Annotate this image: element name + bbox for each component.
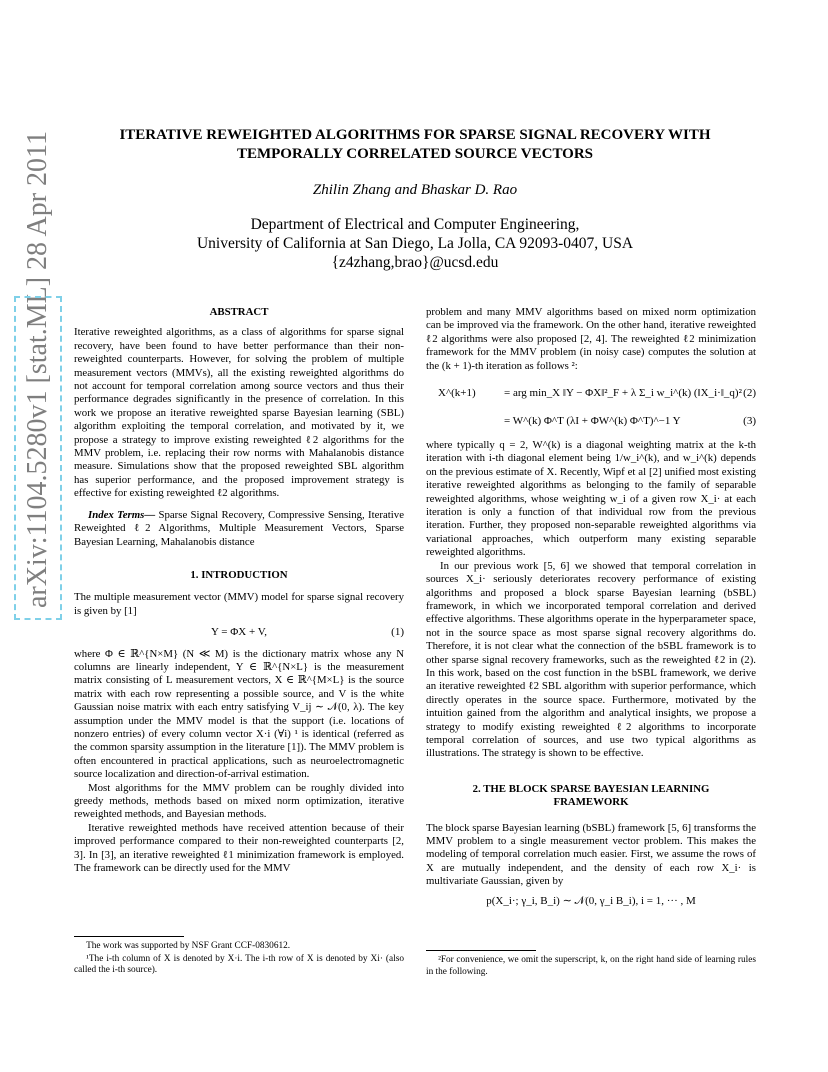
arxiv-identifier: arXiv:1104.5280v1 [stat.ML] 28 Apr 2011 [20, 302, 56, 614]
intro-paragraph-3: Most algorithms for the MMV problem can be roughly divided into greedy methods, methods based on mixed norm optimization, iterative reweighted methods, and Bayesian methods. [74, 781, 404, 821]
equation-1-body: Y = ΦX + V, [210, 626, 267, 639]
footnote-1: ¹The i-th column of X is denoted by X·i. The i-th row of X is denoted by Xi· (also called the i-th source). [74, 953, 404, 975]
footnote-2: ²For convenience, we omit the superscript, k, on the right hand side of learning rules in the following. [426, 955, 756, 977]
equation-1 [74, 626, 404, 639]
right-paragraph-3: In our previous work [5, 6] we showed that temporal correlation in sources X_i· seriously deteriorates recovery performance of existing algorithms and proposed a block sparse Bayesian learning (bSBL) framework, in which we incorporated temporal correlation and derived effective algorithms. These algorithms operate in the hyperparameter space, not in the source space as most sparse signal recovery algorithms do. Therefore, it is not clear what the connection of the bSBL framework is to other sparse signal recovery frameworks, such as the reweighted ℓ2 in (2). In this work, based on the cost function in the bSBL framework, we derive an iterative reweighted ℓ2 SBL algorithm with superior performance, which directly operates in the source space. Furthermore, motivated by the intuition gained from the algorithm and analytical insights, we propose a strategy to modify existing reweighted ℓ2 algorithms to incorporate temporal correlation of sources, and use two typical algorithms as illustrations. The strategy is shown to be effective. [426, 559, 756, 760]
intro-paragraph-1: The multiple measurement vector (MMV) model for sparse signal recovery is given by [1] [74, 591, 404, 617]
right-paragraph-2: where typically q = 2, W^(k) is a diagonal weighting matrix at the k-th iteration with i-th diagonal element being 1/w_i^(k), and w_i^(k) depends on the previous estimate of X. Recently, Wipf et al [2] unified most existing iterative reweighted algorithms as belonging to the family of separable reweighted algorithms, whose weighting w_i of a given row X_i· at each iteration is only a function of that individual row from the previous iteration. Further, they proposed non-separable reweighted algorithms via variational approaches, which outperform many existing separable reweighted algorithms. [426, 439, 756, 559]
affiliation [90, 215, 740, 272]
equation-2-lhs: X^(k+1) [438, 387, 476, 400]
equation-3-rhs: = W^(k) Φ^T (λI + ΦW^(k) Φ^T)^−1 Y [504, 415, 681, 428]
right-footnotes [426, 950, 756, 978]
affiliation-univ: University of California at San Diego, La Jolla, CA 92093-0407, USA [196, 235, 634, 252]
footnote-support: The work was supported by NSF Grant CCF-0830612. [86, 941, 291, 951]
left-footnotes [74, 936, 404, 977]
right-column [426, 306, 756, 914]
paper-authors: Zhilin Zhang and Bhaskar D. Rao [312, 182, 518, 198]
index-terms-label: Index Terms— [88, 508, 156, 521]
footnote-rule [74, 936, 184, 937]
left-column [74, 306, 404, 875]
equation-3 [426, 411, 756, 433]
equation-2-number: (2) [743, 387, 756, 400]
section-1-heading: 1. INTRODUCTION [190, 568, 288, 581]
intro-paragraph-2: where Φ ∈ ℝ^{N×M} (N ≪ M) is the dictionary matrix whose any N columns are linearly independent, Y ∈ ℝ^{N×L} is the measurement matrix consisting of L measurement vectors, X ∈ ℝ^{M×L} is the source matrix with each row representing a possible source, and V is the white Gaussian noise matrix with each entry satisfying V_ij ∼ 𝒩(0, λ). The key assumption under the MMV model is that the support (i.e. locations of nonzero entries) of every column vector X·i (∀i) ¹ is identical (referred as the common sparsity assumption in the literature [1]). The MMV problem is often encountered in practical applications, such as neuroelectromagnetic source localization and direction-of-arrival estimation. [74, 647, 404, 781]
equation-4: p(X_i·; γ_i, B_i) ∼ 𝒩(0, γ_i B_i), i = 1, ··· , M [486, 894, 696, 907]
footnote-rule-right [426, 950, 536, 951]
right-paragraph-1: problem and many MMV algorithms based on mixed norm optimization can be improved via the framework. On the other hand, iterative reweighted ℓ2 algorithms were also proposed [2, 4]. The reweighted ℓ2 minimization framework for the MMV problem (in noisy case) computes the solution at the (k + 1)-th iteration as follows ²: [426, 306, 756, 372]
equation-1-number: (1) [391, 626, 404, 639]
section-2-heading: 2. THE BLOCK SPARSE BAYESIAN LEARNING FRAMEWORK [472, 782, 710, 809]
abstract-heading: ABSTRACT [209, 306, 269, 318]
equation-3-number: (3) [743, 415, 756, 428]
index-terms [74, 509, 404, 549]
right-paragraph-4: The block sparse Bayesian learning (bSBL) framework [5, 6] transforms the MMV problem to a single measurement vector problem. This makes the modeling of temporal correlation much easier. First, we assume the rows of X are mutually independent, and the density of each row X_i· is multivariate Gaussian, given by [426, 821, 756, 888]
equation-2 [426, 379, 756, 409]
intro-paragraph-4: Iterative reweighted methods have received attention because of their improved performance compared to their non-reweighted counterparts [2, 3]. In [3], an iterative reweighted ℓ1 minimization framework is employed. The framework can be directly used for the MMV [74, 821, 404, 875]
abstract-text: Iterative reweighted algorithms, as a class of algorithms for sparse signal recovery, have been found to have better performance than their non-reweighted counterparts. However, for solving the problem of multiple measurement vectors (MMVs), all the existing reweighted algorithms do not account for temporal correlation among source vectors and thus their performance degrades significantly in the presence of correlation. In this work we propose an iterative reweighted sparse Bayesian learning (SBL) algorithm exploiting the temporal correlation, and motivated by it, we propose a strategy to improve existing reweighted ℓ2 algorithms for the MMV problem, i.e. replacing their row norms with Mahalanobis distance measure. Simulations show that the proposed reweighted SBL algorithm has superior performance, and the proposed improvement strategy is effective for existing reweighted ℓ2 algorithms. [74, 326, 404, 500]
affiliation-dept: Department of Electrical and Computer Engineering, [250, 216, 580, 233]
paper-title: ITERATIVE REWEIGHTED ALGORITHMS FOR SPARSE SIGNAL RECOVERY WITH TEMPORALLY CORRELATED SOURCE VECTORS [119, 127, 711, 162]
affiliation-email: {z4zhang,brao}@ucsd.edu [331, 254, 499, 271]
equation-2-rhs: = arg min_X ‖Y − ΦX‖²_F + λ Σ_i w_i^(k) (‖X_i·‖_q)² [504, 387, 742, 400]
index-terms-text: Sparse Signal Recovery, Compressive Sensing, Iterative Reweighted ℓ2 Algorithms, Multiple Measurement Vectors, Sparse Bayesian Learning, Mahalanobis distance [74, 508, 404, 548]
title-block [90, 126, 740, 272]
